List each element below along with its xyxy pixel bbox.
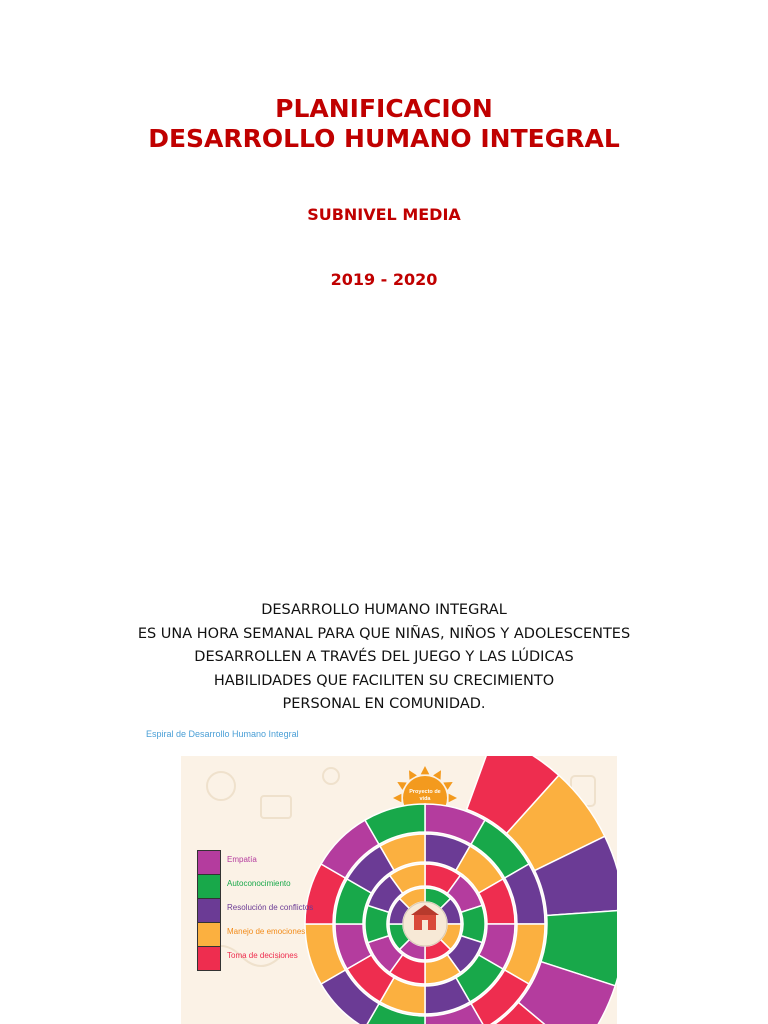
legend-label: Manejo de emociones (227, 927, 306, 936)
description-line: ES UNA HORA SEMANAL PARA QUE NIÑAS, NIÑOS Y ADOLESCENTES (137, 625, 631, 642)
subtitle: SUBNIVEL MEDIA (307, 205, 461, 224)
legend-label: Resolución de conflictos (227, 903, 314, 912)
spiral-illustration (181, 756, 617, 1024)
legend-swatch (197, 874, 221, 899)
document-title (0, 94, 768, 154)
description-line: DESARROLLO HUMANO INTEGRAL (261, 602, 507, 618)
sun-ray (421, 766, 430, 774)
sun-ray (393, 794, 401, 803)
title-line-1: PLANIFICACION (275, 94, 493, 123)
description-line: DESARROLLEN A TRAVÉS DEL JUEGO Y LAS LÚDICAS (194, 649, 574, 665)
spiral-figure (181, 756, 617, 1024)
legend-label: Autoconocimiento (227, 879, 291, 888)
legend-swatch (197, 898, 221, 923)
legend-swatch (197, 946, 221, 971)
figure-caption: Espiral de Desarrollo Humano Integral (146, 729, 299, 739)
legend-swatch (197, 922, 221, 947)
sun-ray (449, 794, 457, 803)
title-line-2: DESARROLLO HUMANO INTEGRAL (148, 124, 620, 153)
school-years: 2019 - 2020 (330, 270, 438, 289)
legend-label: Empatía (227, 855, 257, 864)
sun-label: Proyecto de vida (409, 789, 441, 802)
legend-swatch (197, 850, 221, 875)
description-line: PERSONAL EN COMUNIDAD. (282, 696, 486, 712)
description-line: HABILIDADES QUE FACILITEN SU CRECIMIENTO (213, 672, 555, 689)
description-block (0, 599, 768, 717)
legend-label: Toma de decisiones (227, 951, 298, 960)
